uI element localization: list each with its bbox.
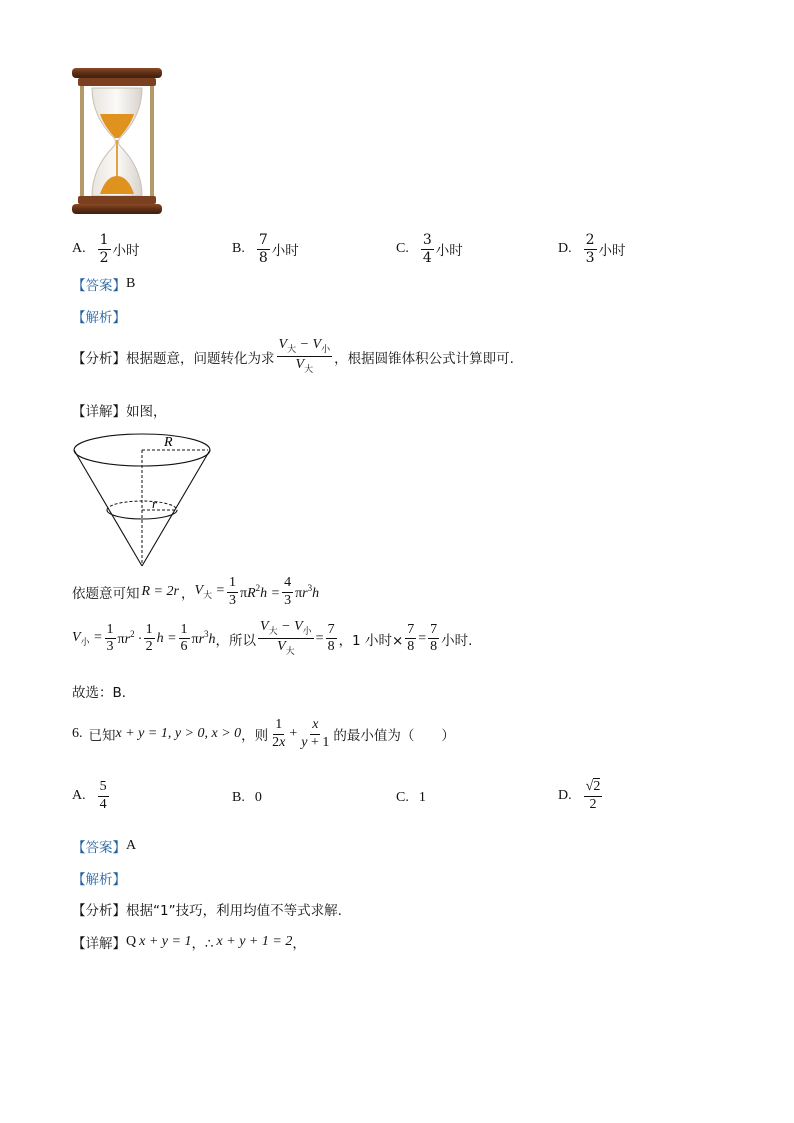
q5-conclusion: 故选：B． [72,685,136,701]
q6-fenxi-line: 【分析】 根据“1”技巧，利用均值不等式求解. [72,903,342,919]
option-suffix: 小时 [112,243,140,259]
q6-stem: 6. 已知 x + y = 1, y > 0, x > 0 ，则 $\frac{1}{2x}$ + $\frac{x}{y + 1}$ 的最小值为（ ） [72,717,455,750]
q6-option-d[interactable]: D. $\frac{√2}{2}$ [558,779,601,812]
calc1-pre: 依题意可知 [72,586,140,603]
option-suffix: 小时 [598,243,626,259]
calc2-hour: ，1 小时× [338,632,404,649]
q5-options [72,232,752,266]
q6-option-b[interactable]: B. 0 [232,790,262,805]
fenxi-fraction: $\frac{V_大 - V_小}{V_大}$ [278,337,331,376]
q6-option-c[interactable]: C. 1 [396,790,426,805]
hourglass-image [70,64,166,220]
option-suffix: 小时 [271,243,299,259]
q5-fenxi-line [72,338,514,376]
cone-label-R: R [164,435,173,450]
q5-xiangjie-line [72,400,167,420]
option-label: B. [232,241,245,256]
q5-calc-line-1: 依题意可知 R = 2r ， $V_大$ = $\frac{1}{3}$ $\pi R^2h$ = $\frac{4}{3}$ $\pi r^3h$ [72,575,320,608]
q6-answer-line: 【答案】 A [72,838,137,856]
calc2-suoyi: ，所以 [215,632,257,649]
q5-option-b[interactable]: B. $\frac{7}{8}$ 小时 [232,231,299,266]
option-suffix: 小时 [435,243,463,259]
q6-analysis-line: 【解析】 [72,872,126,888]
q5-answer-line [72,274,135,294]
option-label: D. [558,241,572,256]
xiangjie-tag: 【详解】 [72,404,126,420]
answer-tag: 【答案】 [72,278,126,294]
q6-condition: x + y = 1, y > 0, x > 0 [115,726,242,742]
answer-value: B [126,276,136,291]
option-label: C. [396,241,409,256]
fenxi-post: ，根据圆锥体积公式计算即可. [334,350,514,367]
q6-options [72,780,752,820]
q5-calc-line-2: $V_小$ = $\frac{1}{3}$ $\pi r^2$ · $\frac{1}{2}$ h = $\frac{1}{6}$ $\pi r^3h$ ，所以 $\frac{V_大 - V_小}{V_大}$ = $\frac{7}{8}$ ，1 小时× $\frac{7}{8}$ = $\frac{7}{8}$ 小时. [72,619,473,658]
cone-diagram [70,428,216,570]
analysis-tag: 【解析】 [72,310,126,326]
q5-option-d[interactable]: D. $\frac{2}{3}$ 小时 [558,231,626,266]
fenxi-tag: 【分析】 [72,350,126,367]
fenxi-pre: 根据题意，问题转化为求 [126,350,275,367]
q6-number: 6. [72,726,83,742]
calc1-R2r: R = 2r [141,584,179,600]
q5-option-c[interactable]: C. $\frac{3}{4}$ 小时 [396,231,463,266]
cone-label-r: r [152,496,158,511]
q6-option-a[interactable]: A. $\frac{5}{4}$ [72,779,107,812]
q5-analysis-line [72,306,126,326]
calc2-end: 小时. [441,632,473,649]
q6-xiangjie-line: 【详解】 Q x + y = 1 ，∴ x + y + 1 = 2 ， [72,934,306,952]
xiangjie-text: 如图， [126,404,167,420]
q5-option-a[interactable]: A. $\frac{1}{2}$ 小时 [72,231,140,266]
option-label: A. [72,241,86,256]
